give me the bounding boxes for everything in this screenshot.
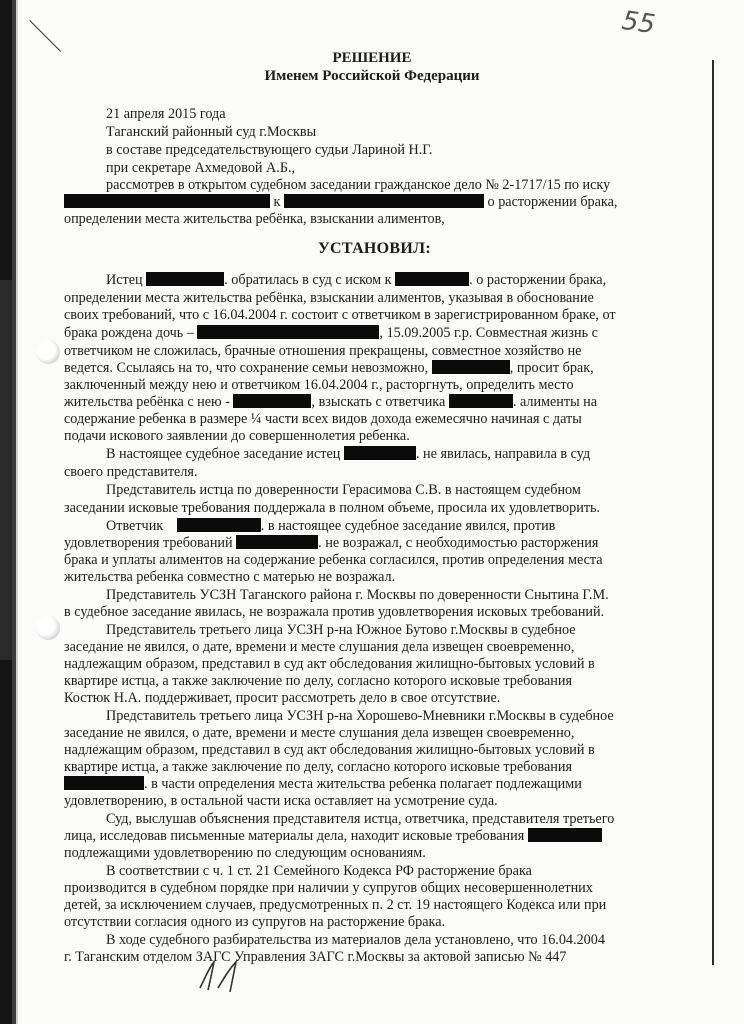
text-segment: жительства ребёнка с нею - bbox=[64, 394, 230, 410]
subject-line: определении места жительства ребёнка, взыскании алиментов, bbox=[64, 211, 445, 227]
body-line: своих требований, что с 16.04.2004 г. состоит с ответчиком в зарегистрированном браке, от bbox=[64, 307, 616, 323]
text-segment: В настоящее судебное заседание истец bbox=[106, 446, 341, 462]
body-line: подачи искового заявлении до совершеннолетия ребенка. bbox=[64, 428, 410, 444]
scan-margin-line bbox=[712, 60, 714, 965]
body-line: брака и уплаты алиментов на содержание ребенка согласился, против определения места bbox=[64, 552, 603, 568]
body-line: заседание не явился, о дате, времени и месте слушания дела извещен своевременно, bbox=[64, 639, 575, 655]
text-segment: к bbox=[273, 194, 281, 210]
text-segment: . обратилась в суд с иском к bbox=[224, 272, 392, 288]
redaction-block bbox=[432, 360, 510, 374]
redaction-block bbox=[344, 446, 416, 460]
text-segment: ведется. Ссылаясь на то, что сохранение семьи невозможно, bbox=[64, 360, 429, 376]
body-line bbox=[64, 535, 598, 552]
body-line: жительства ребенка совместно с матерью не возражал. bbox=[64, 569, 396, 585]
text-segment: . в настоящее судебное заседание явился, против bbox=[260, 518, 556, 534]
court-name: Таганский районный суд г.Москвы bbox=[106, 124, 317, 140]
redaction-block bbox=[146, 272, 224, 286]
body-line: в судебное заседание явилась, не возражала против удовлетворения исковых требований. bbox=[64, 604, 605, 620]
redaction-block bbox=[236, 535, 318, 549]
text-segment: Истец bbox=[106, 272, 143, 288]
text-segment: , взыскать с ответчика bbox=[311, 394, 446, 410]
text-segment: . о расторжении брака, bbox=[469, 272, 607, 288]
body-line: содержание ребенка в размере ¼ части всех видов дохода ежемесячно начиная с даты bbox=[64, 411, 582, 427]
punch-hole bbox=[36, 340, 60, 364]
body-line: производится в судебном порядке при наличии у супругов общих несовершеннолетних bbox=[64, 880, 593, 896]
page-number-handwritten: 55 bbox=[620, 5, 658, 41]
text-segment: брака рождена дочь – bbox=[64, 325, 194, 341]
body-line bbox=[106, 518, 555, 535]
text-segment: Ответчик bbox=[106, 518, 164, 534]
text-segment: . не возражал, с необходимостью расторжения bbox=[318, 535, 599, 551]
text-segment: . не явилась, направила в суд bbox=[415, 446, 591, 462]
body-line: Представитель третьего лица УСЗН р-на Хорошево-Мневники г.Москвы в судебное bbox=[106, 708, 614, 724]
body-line: удовлетворению, в остальной части иска оставляет на усмотрение суда. bbox=[64, 793, 498, 809]
document-subtitle: Именем Российской Федерации bbox=[264, 68, 480, 84]
body-line bbox=[64, 776, 582, 793]
body-line: детей, за исключением случаев, предусмотренных п. 2 ст. 19 настоящего Кодекса или при bbox=[64, 897, 607, 913]
redaction-block bbox=[233, 394, 311, 408]
body-line: квартире истца, а также заключение по делу, согласно которого исковые требования bbox=[64, 759, 572, 775]
body-line: г. Таганским отделом ЗАГС Управления ЗАГС г.Москвы за актовой записью № 447 bbox=[64, 949, 567, 965]
body-line bbox=[106, 446, 590, 463]
text-segment: , 15.09.2005 г.р. Совместная жизнь с bbox=[379, 325, 598, 341]
text-segment: удовлетворения требований bbox=[64, 535, 233, 551]
body-line: своего представителя. bbox=[64, 464, 198, 480]
secretary-line: при секретаре Ахмедовой А.Б., bbox=[106, 160, 296, 176]
text-segment: . в части определения места жительства ребенка полагает подлежащими bbox=[144, 776, 582, 792]
text-segment: , просит брак, bbox=[509, 360, 594, 376]
body-line: Суд, выслушав объяснения представителя истца, ответчика, представителя третьего bbox=[106, 811, 615, 827]
body-line: заседание не явился, о дате, времени и месте слушания дела извещен своевременно, bbox=[64, 725, 575, 741]
body-line bbox=[64, 325, 598, 342]
body-line: надлежащим образом, представил в суд акт обследования жилищно-бытовых условий в bbox=[64, 656, 595, 672]
body-line: Представитель истца по доверенности Герасимова С.В. в настоящем судебном bbox=[106, 482, 581, 498]
body-line: Представитель УСЗН Таганского района г. Москвы по доверенности Снытина Г.М. bbox=[106, 587, 609, 603]
text-segment: . алименты на bbox=[512, 394, 598, 410]
redaction-block bbox=[528, 828, 602, 842]
redaction-block bbox=[64, 194, 270, 208]
parties-line bbox=[64, 194, 617, 211]
redaction-block bbox=[449, 394, 513, 408]
body-line: ответчиком не сложилась, брачные отношения прекращены, совместное хозяйство не bbox=[64, 343, 582, 359]
body-line bbox=[64, 828, 602, 845]
body-line: подлежащими удовлетворению по следующим основаниям. bbox=[64, 845, 426, 861]
redaction-block bbox=[64, 776, 144, 790]
body-line: В соответствии с ч. 1 ст. 21 Семейного Кодекса РФ расторжение брака bbox=[106, 863, 532, 879]
body-line: Представитель третьего лица УСЗН р-на Южное Бутово г.Москвы в судебное bbox=[106, 622, 576, 638]
body-line: отсутствии согласия одного из супругов на расторжение брака. bbox=[64, 914, 446, 930]
body-line: Костюк Н.А. поддерживает, просит рассмотреть дело в свое отсутствие. bbox=[64, 690, 501, 706]
body-line: надлежащим образом, представил в суд акт обследования жилищно-бытовых условий в bbox=[64, 742, 595, 758]
body-line: В ходе судебного разбирательства из материалов дела установлено, что 16.04.2004 bbox=[106, 932, 605, 948]
case-line: рассмотрев в открытом судебном заседании гражданское дело № 2-1717/15 по иску bbox=[106, 177, 611, 193]
body-line bbox=[64, 394, 597, 411]
handwritten-initials bbox=[196, 958, 256, 994]
scan-edge bbox=[0, 0, 24, 1024]
text-segment: о расторжении брака, bbox=[487, 194, 618, 210]
redaction-block bbox=[284, 194, 484, 208]
redaction-block bbox=[197, 325, 379, 339]
body-line: заседании исковые требования поддержала в полном объеме, просила их удовлетворить. bbox=[64, 500, 601, 516]
corner-fold-line bbox=[29, 20, 61, 52]
judge-line: в составе председательствующего судьи Лариной Н.Г. bbox=[106, 142, 433, 158]
body-line bbox=[64, 360, 594, 377]
text-segment: лица, исследовав письменные материалы дела, находит исковые требования bbox=[64, 828, 525, 844]
body-line: заключенный между нею и ответчиком 16.04.2004 г., расторгнуть, определить место bbox=[64, 377, 574, 393]
decision-date: 21 апреля 2015 года bbox=[106, 106, 226, 122]
body-line bbox=[106, 272, 606, 289]
redaction-block bbox=[177, 518, 261, 532]
document-title: РЕШЕНИЕ bbox=[332, 50, 412, 66]
body-line: квартире истца, а также заключение по делу, согласно которого исковые требования bbox=[64, 673, 572, 689]
punch-hole bbox=[36, 616, 60, 640]
section-heading: УСТАНОВИЛ: bbox=[318, 240, 431, 257]
body-line: определении места жительства ребёнка, взыскании алиментов, указывая в обоснование bbox=[64, 290, 594, 306]
redaction-block bbox=[395, 272, 469, 286]
